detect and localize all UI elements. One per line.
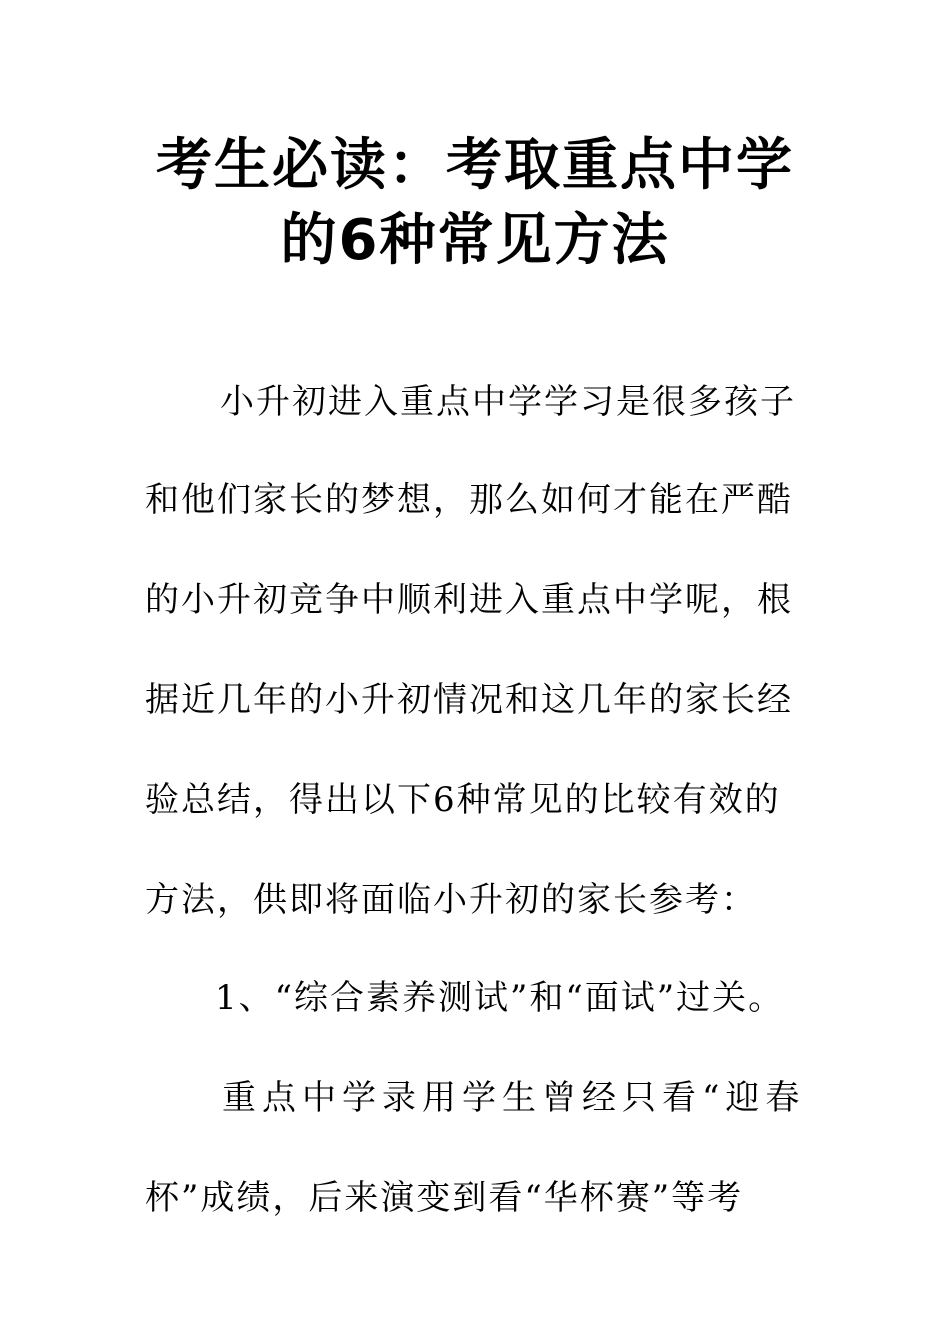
paragraph-line-7: 重点中学录用学生曾经只看“迎春 bbox=[222, 1078, 806, 1118]
paragraph-line-5: 验总结，得出以下6种常见的比较有效的 bbox=[145, 780, 781, 820]
section-heading-1: 1、“综合素养测试”和“面试”过关。 bbox=[215, 978, 785, 1018]
paragraph-line-2: 和他们家长的梦想，那么如何才能在严酷 bbox=[145, 480, 793, 520]
paragraph-line-3: 的小升初竞争中顺利进入重点中学呢，根 bbox=[145, 580, 793, 620]
paragraph-line-4: 据近几年的小升初情况和这几年的家长经 bbox=[145, 680, 793, 720]
paragraph-line-1: 小升初进入重点中学学习是很多孩子 bbox=[220, 382, 796, 422]
paragraph-line-6: 方法，供即将面临小升初的家长参考： bbox=[145, 880, 757, 920]
document-title-line-2: 的6种常见方法 bbox=[280, 208, 670, 273]
document-title-line-1: 考生必读：考取重点中学 bbox=[156, 133, 794, 198]
paragraph-line-8: 杯”成绩，后来演变到看“华杯赛”等考 bbox=[145, 1178, 744, 1218]
